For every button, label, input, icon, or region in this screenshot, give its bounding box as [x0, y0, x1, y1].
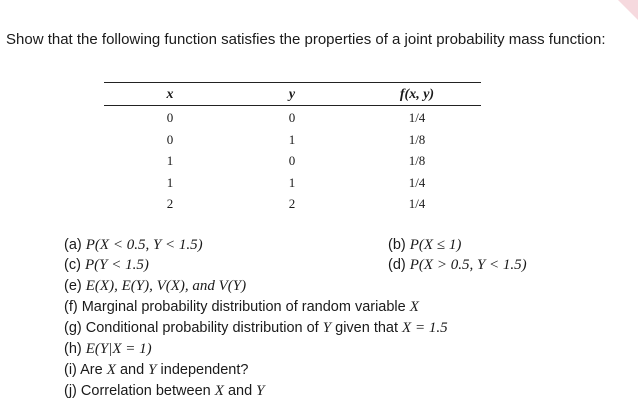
- question-text: Correlation between: [80, 383, 211, 399]
- table-row: [104, 150, 481, 172]
- question-label: (h): [64, 341, 82, 357]
- cell-fxy: 1/4: [408, 110, 426, 125]
- cell-fxy: 1/4: [408, 174, 426, 190]
- question-expression: P(X ≤ 1): [409, 237, 462, 253]
- question-label: (g): [64, 320, 82, 336]
- cell-y: 0: [288, 153, 296, 168]
- question-text: Are: [80, 362, 103, 378]
- question-expression: X = 1.5: [402, 320, 448, 336]
- question-i: [64, 362, 248, 379]
- question-e: [64, 278, 246, 295]
- question-h: [64, 341, 152, 358]
- question-f: [64, 299, 419, 316]
- cell-x: 1: [166, 174, 174, 190]
- cell-fxy: 1/8: [408, 153, 426, 168]
- question-expression: E(Y|X = 1): [85, 341, 152, 357]
- question-label: (i): [64, 362, 77, 378]
- header-y: y: [288, 87, 296, 102]
- table-row: [104, 129, 481, 151]
- question-expression: P(X > 0.5, Y < 1.5): [409, 257, 527, 273]
- question-variable: Y: [148, 362, 157, 378]
- question-j: [64, 383, 265, 400]
- table-header-row: [104, 83, 481, 106]
- question-text: Conditional probability distribution of: [85, 320, 319, 336]
- question-expression: P(X < 0.5, Y < 1.5): [85, 237, 203, 253]
- cell-y: 0: [288, 110, 296, 125]
- cell-fxy: 1/4: [408, 196, 426, 211]
- question-label: (c): [64, 257, 81, 273]
- question-variable: X: [214, 383, 224, 399]
- cell-y: 1: [288, 131, 296, 147]
- cell-x: 0: [166, 110, 174, 125]
- table-row: [104, 107, 481, 129]
- question-d: [388, 257, 527, 274]
- question-text: Marginal probability distribution of random variable: [81, 299, 406, 315]
- question-label: (j): [64, 383, 77, 399]
- question-label: (a): [64, 237, 82, 253]
- joint-pmf-table: [104, 82, 481, 215]
- question-variable: Y: [256, 383, 265, 399]
- question-c: [64, 257, 149, 274]
- question-variable: X: [106, 362, 116, 378]
- question-b: [388, 237, 461, 254]
- cell-y: 1: [288, 174, 296, 190]
- problem-statement: Show that the following function satisfies the properties of a joint probability mass function:: [6, 31, 606, 48]
- cell-x: 1: [166, 153, 174, 168]
- question-text: given that: [335, 320, 399, 336]
- question-label: (e): [64, 278, 82, 294]
- cell-y: 2: [288, 196, 296, 211]
- question-text: and: [119, 362, 145, 378]
- question-label: (f): [64, 299, 78, 315]
- question-g: [64, 320, 448, 337]
- cell-fxy: 1/8: [408, 131, 426, 147]
- question-text: and: [227, 383, 253, 399]
- header-fxy: f(x, y): [399, 87, 435, 102]
- table-row: [104, 193, 481, 215]
- cell-x: 2: [166, 196, 174, 211]
- question-expression: E(X), E(Y), V(X), and V(Y): [85, 278, 247, 294]
- header-x: x: [166, 87, 174, 102]
- table-row: [104, 172, 481, 194]
- question-variable: X: [409, 299, 419, 315]
- question-text: independent?: [160, 362, 249, 378]
- question-a: [64, 237, 203, 254]
- question-label: (d): [388, 257, 406, 273]
- question-expression: P(Y < 1.5): [84, 257, 149, 273]
- cell-x: 0: [166, 131, 174, 147]
- question-label: (b): [388, 237, 406, 253]
- corner-decoration: [618, 0, 638, 20]
- question-variable: Y: [322, 320, 332, 336]
